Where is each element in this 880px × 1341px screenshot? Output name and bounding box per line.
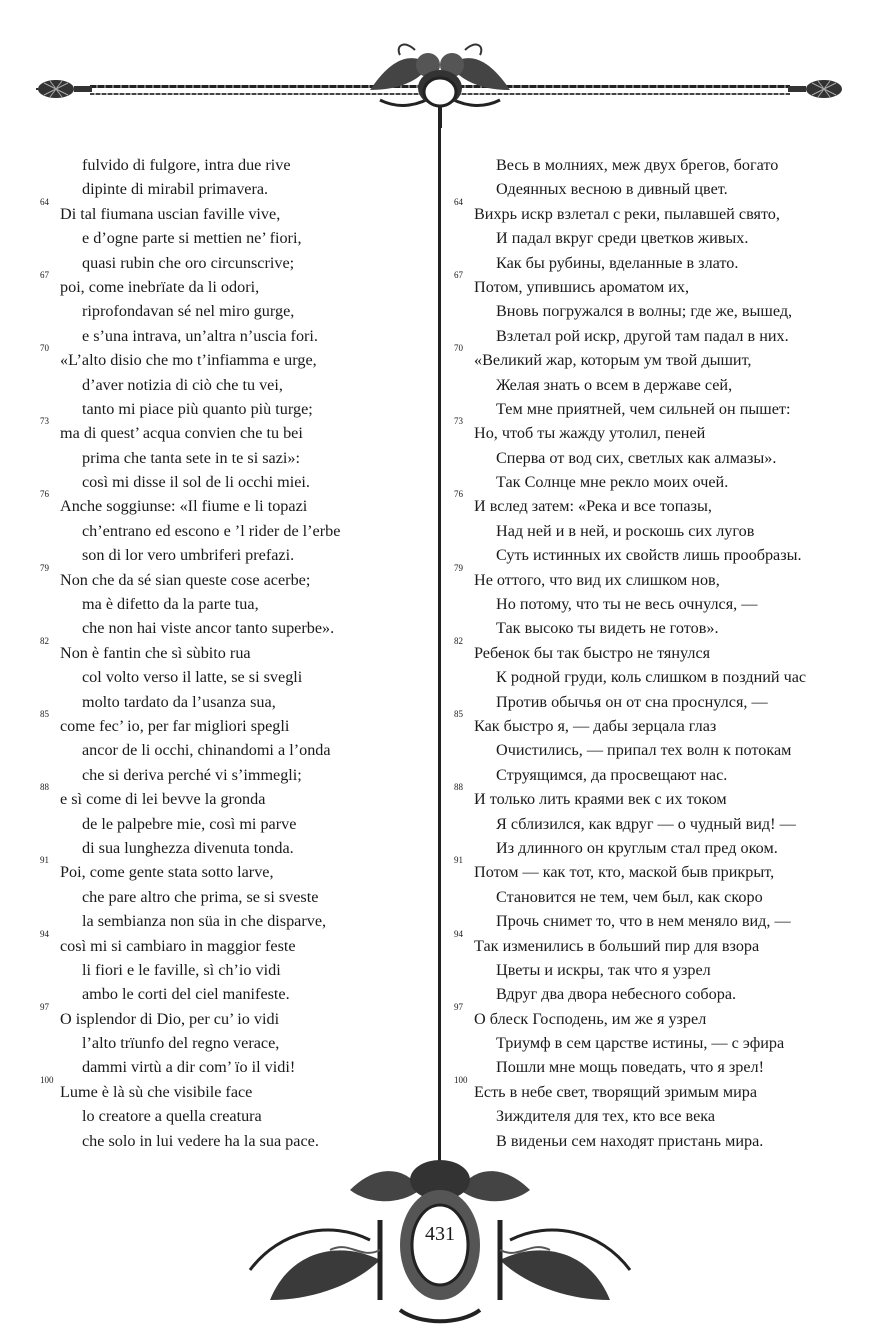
verse-line <box>474 543 854 567</box>
verse-text: che solo in lui vedere ha la sua pace. <box>82 1131 319 1150</box>
verse-line <box>40 708 430 738</box>
verse-line <box>60 763 430 787</box>
line-number: 64 <box>454 196 463 207</box>
verse-line <box>474 909 854 933</box>
verse-text: Но, чтоб ты жажду утолил, пеней <box>474 424 706 443</box>
verse-text: Суть истинных их свойств лишь прообразы. <box>496 546 802 565</box>
line-number: 88 <box>40 782 49 793</box>
verse-text: Non che da sé sian queste cose acerbe; <box>60 570 311 589</box>
line-number: 94 <box>454 928 463 939</box>
line-number: 73 <box>40 416 49 427</box>
right-finial-icon <box>788 77 844 101</box>
verse-text: ma è difetto da la parte tua, <box>82 595 259 614</box>
verse-text: l’alto trïunfo del regno verace, <box>82 1034 280 1053</box>
verse-text: riprofondavan sé nel miro gurge, <box>82 302 295 321</box>
verse-text: Потом, упившись ароматом их, <box>474 277 690 296</box>
line-number: 82 <box>40 635 49 646</box>
verse-line <box>60 299 430 323</box>
line-number: 97 <box>40 1001 49 1012</box>
verse-line <box>40 635 430 665</box>
verse-text: dammi virtù a dir com’ ïo il vidi! <box>82 1058 296 1077</box>
verse-line <box>474 690 854 714</box>
verse-text: che pare altro che prima, se si sveste <box>82 887 319 906</box>
verse-text: ancor de li occhi, chinandomi a l’onda <box>82 741 331 760</box>
verse-line <box>60 1055 430 1079</box>
verse-line <box>40 855 430 884</box>
verse-text: di sua lunghezza divenuta tonda. <box>82 838 294 857</box>
line-number: 91 <box>40 855 49 866</box>
verse-line <box>474 519 854 543</box>
verse-line <box>474 812 854 836</box>
line-number: 82 <box>454 635 463 646</box>
verse-text: Тем мне приятней, чем сильней он пышет: <box>496 399 791 418</box>
line-number: 88 <box>454 782 463 793</box>
verse-line <box>474 324 854 348</box>
line-number: 79 <box>40 562 49 573</box>
verse-text: Зиждителя для тех, кто все века <box>496 1107 716 1126</box>
verse-text: li fiori e le faville, sì ch’io vidi <box>82 960 281 979</box>
verse-text: Non è fantin che sì sùbito rua <box>60 643 251 662</box>
verse-text: come fec’ io, per far migliori spegli <box>60 716 290 735</box>
verse-text: Желая знать о всем в державе сей, <box>496 375 733 394</box>
verse-text: Вихрь искр взлетал с реки, пылавшей свято, <box>474 204 780 223</box>
line-number: 76 <box>454 489 463 500</box>
verse-line <box>60 812 430 836</box>
verse-line <box>40 1074 430 1104</box>
verse-line <box>60 251 430 275</box>
verse-line <box>60 909 430 933</box>
verse-line <box>60 592 430 616</box>
verse-line <box>454 782 854 811</box>
verse-line <box>474 299 854 323</box>
verse-text: Так Солнце мне рекло моих очей. <box>496 473 729 492</box>
verse-text: Пошли мне мощь поведать, что я зрел! <box>496 1058 765 1077</box>
verse-line <box>454 269 854 299</box>
line-number: 70 <box>40 343 49 354</box>
verse-line <box>474 1055 854 1079</box>
verse-line <box>60 690 430 714</box>
verse-text: Вдруг два двора небесного собора. <box>496 985 737 1004</box>
verse-line <box>454 635 854 665</box>
verse-text: O isplendor di Dio, per cu’ io vidi <box>60 1009 280 1028</box>
verse-line <box>474 446 854 470</box>
verse-text: Я сблизился, как вдруг — о чудный вид! — <box>496 814 796 833</box>
verse-text: de le palpebre mie, così mi parve <box>82 814 297 833</box>
verse-text: Ребенок бы так быстро не тянулся <box>474 643 711 662</box>
verse-text: ch’entrano ed escono e ’l rider de l’erbe <box>82 521 341 540</box>
verse-text: e sì come di lei bevve la gronda <box>60 790 266 809</box>
verse-line <box>474 592 854 616</box>
verse-line <box>60 543 430 567</box>
verse-text: d’aver notizia di ciò che tu vei, <box>82 375 283 394</box>
verse-line <box>474 738 854 762</box>
verse-text: Lume è là sù che visibile face <box>60 1082 253 1101</box>
verse-line <box>40 343 430 372</box>
verse-text: dipinte di mirabil primavera. <box>82 180 269 199</box>
verse-line <box>474 763 854 787</box>
verse-text: Есть в небе свет, творящий зримым мира <box>474 1082 758 1101</box>
verse-text: Как быстро я, — дабы зерцала глаз <box>474 716 717 735</box>
verse-text: В виденьи сем находят пристань мира. <box>496 1131 764 1150</box>
verse-line <box>454 562 854 592</box>
verse-text: così mi disse il sol de li occhi miei. <box>82 473 310 492</box>
line-number: 64 <box>40 196 49 207</box>
line-number: 67 <box>40 269 49 280</box>
line-number: 97 <box>454 1001 463 1012</box>
verse-line <box>474 665 854 689</box>
verse-text: prima che tanta sete in te si sazi»: <box>82 448 301 467</box>
verse-line <box>40 782 430 811</box>
verse-text: così mi si cambiaro in maggior feste <box>60 936 296 955</box>
verse-text: Над ней и в ней, и роскошь сих лугов <box>496 521 755 540</box>
verse-text: col volto verso il latte, se si svegli <box>82 668 303 687</box>
verse-text: poi, come inebrïate da li odori, <box>60 277 260 296</box>
verse-text: tanto mi piace più quanto più turge; <box>82 399 313 418</box>
verse-text: Взлетал рой искр, другой там падал в них. <box>496 326 789 345</box>
verse-line <box>40 196 430 226</box>
verse-text: «Великий жар, которым ум твой дышит, <box>474 351 752 370</box>
verse-text: Цветы и искры, так что я узрел <box>496 960 711 979</box>
verse-text: О блеск Господень, им же я узрел <box>474 1009 707 1028</box>
verse-line <box>60 738 430 762</box>
verse-line <box>474 1104 854 1128</box>
verse-line <box>60 519 430 543</box>
italian-column <box>40 153 430 1153</box>
verse-line <box>40 269 430 299</box>
line-number: 67 <box>454 269 463 280</box>
line-number: 94 <box>40 928 49 939</box>
verse-line <box>474 958 854 982</box>
verse-line <box>60 885 430 909</box>
verse-text: И падал вкруг среди цветков живых. <box>496 229 749 248</box>
verse-line <box>60 470 430 494</box>
verse-text: Против обычья он от сна проснулся, — <box>496 692 768 711</box>
verse-line <box>454 343 854 372</box>
verse-line <box>454 196 854 226</box>
verse-line <box>60 373 430 397</box>
verse-text: che si deriva perché vi s’immegli; <box>82 765 302 784</box>
verse-text: Di tal fiumana uscian faville vive, <box>60 204 281 223</box>
verse-line <box>454 416 854 445</box>
verse-line <box>40 1001 430 1031</box>
page-number: 431 <box>425 1223 455 1245</box>
verse-line <box>474 177 854 201</box>
verse-line <box>474 153 854 177</box>
verse-line <box>474 373 854 397</box>
verse-text: Не оттого, что вид их слишком нов, <box>474 570 720 589</box>
verse-line <box>454 489 854 518</box>
verse-line <box>454 1074 854 1104</box>
verse-line <box>474 226 854 250</box>
verse-line <box>60 1104 430 1128</box>
line-number: 76 <box>40 489 49 500</box>
verse-text: Но потому, что ты не весь очнулся, — <box>496 595 758 614</box>
verse-line <box>474 616 854 640</box>
verse-line <box>60 1031 430 1055</box>
line-number: 73 <box>454 416 463 427</box>
verse-text: molto tardato da l’usanza sua, <box>82 692 276 711</box>
verse-line <box>60 836 430 860</box>
verse-line <box>40 489 430 518</box>
verse-line <box>474 885 854 909</box>
verse-text: e s’una intrava, un’altra n’uscia fori. <box>82 326 318 345</box>
verse-line <box>40 928 430 958</box>
verse-line <box>474 397 854 421</box>
verse-line <box>474 836 854 860</box>
verse-text: quasi rubin che oro circunscrive; <box>82 253 295 272</box>
verse-text: Из длинного он круглым стал пред оком. <box>496 838 778 857</box>
verse-line <box>60 226 430 250</box>
verse-text: fulvido di fulgore, intra due rive <box>82 156 291 174</box>
verse-text: ma di quest’ acqua convien che tu bei <box>60 424 303 443</box>
verse-line <box>474 982 854 1006</box>
verse-text: Триумф в сем царстве истины, — с эфира <box>496 1034 785 1053</box>
verse-text: Очистились, — припал тех волн к потокам <box>496 741 792 760</box>
verse-text: Poi, come gente stata sotto larve, <box>60 863 274 882</box>
verse-text: Как бы рубины, вделанные в злато. <box>496 253 739 272</box>
verse-text: son di lor vero umbriferi prefazi. <box>82 546 295 565</box>
verse-text: «L’alto disio che mo t’infiamma e urge, <box>60 351 317 370</box>
verse-line <box>474 251 854 275</box>
verse-text: Струящимся, да просвещают нас. <box>496 765 728 784</box>
verse-line <box>60 616 430 640</box>
verse-line <box>474 470 854 494</box>
verse-text: Сперва от вод сих, светлых как алмазы». <box>496 448 777 467</box>
verse-text: e d’ogne parte si mettien ne’ fiori, <box>82 229 302 248</box>
verse-text: Прочь снимет то, что в нем меняло вид, — <box>496 912 791 931</box>
russian-column <box>454 153 854 1153</box>
line-number: 100 <box>40 1074 54 1085</box>
line-number: 85 <box>454 708 463 719</box>
verse-text: Потом — как тот, кто, маской быв прикрыт, <box>474 863 775 882</box>
verse-line <box>60 153 430 177</box>
line-number: 85 <box>40 708 49 719</box>
left-finial-icon <box>36 77 92 101</box>
line-number: 100 <box>454 1074 468 1085</box>
verse-text: И вслед затем: «Река и все топазы, <box>474 497 712 516</box>
verse-line <box>60 397 430 421</box>
verse-text: ambo le corti del ciel manifeste. <box>82 985 290 1004</box>
line-number: 70 <box>454 343 463 354</box>
verse-line <box>454 928 854 958</box>
verse-line <box>60 177 430 201</box>
verse-line <box>60 982 430 1006</box>
verse-line <box>40 562 430 592</box>
verse-line <box>474 1031 854 1055</box>
verse-text: che non hai viste ancor tanto superbe». <box>82 619 335 638</box>
verse-text: Становится не тем, чем был, как скоро <box>496 887 763 906</box>
verse-text: Anche soggiunse: «Il fiume e li topazi <box>60 497 308 516</box>
verse-text: Так высоко ты видеть не готов». <box>496 619 719 638</box>
verse-text: И только лить краями век с их током <box>474 790 727 809</box>
verse-line <box>60 324 430 348</box>
verse-line <box>454 708 854 738</box>
verse-text: Так изменились в больший пир для взора <box>474 936 760 955</box>
verse-text: Одеянных весною в дивный цвет. <box>496 180 728 199</box>
verse-text: Весь в молниях, меж двух брегов, богато <box>496 156 779 174</box>
line-number: 79 <box>454 562 463 573</box>
column-divider <box>438 115 441 1165</box>
verse-line <box>454 855 854 884</box>
line-number: 91 <box>454 855 463 866</box>
verse-text: lo creatore a quella creatura <box>82 1107 262 1126</box>
verse-line <box>40 416 430 445</box>
verse-text: К родной груди, коль слишком в поздний час <box>496 668 807 687</box>
verse-text: Вновь погружался в волны; где же, вышед, <box>496 302 793 321</box>
verse-line <box>60 665 430 689</box>
verse-text: la sembianza non süa in che disparve, <box>82 912 327 931</box>
verse-line <box>454 1001 854 1031</box>
verse-line <box>60 958 430 982</box>
verse-line <box>60 446 430 470</box>
